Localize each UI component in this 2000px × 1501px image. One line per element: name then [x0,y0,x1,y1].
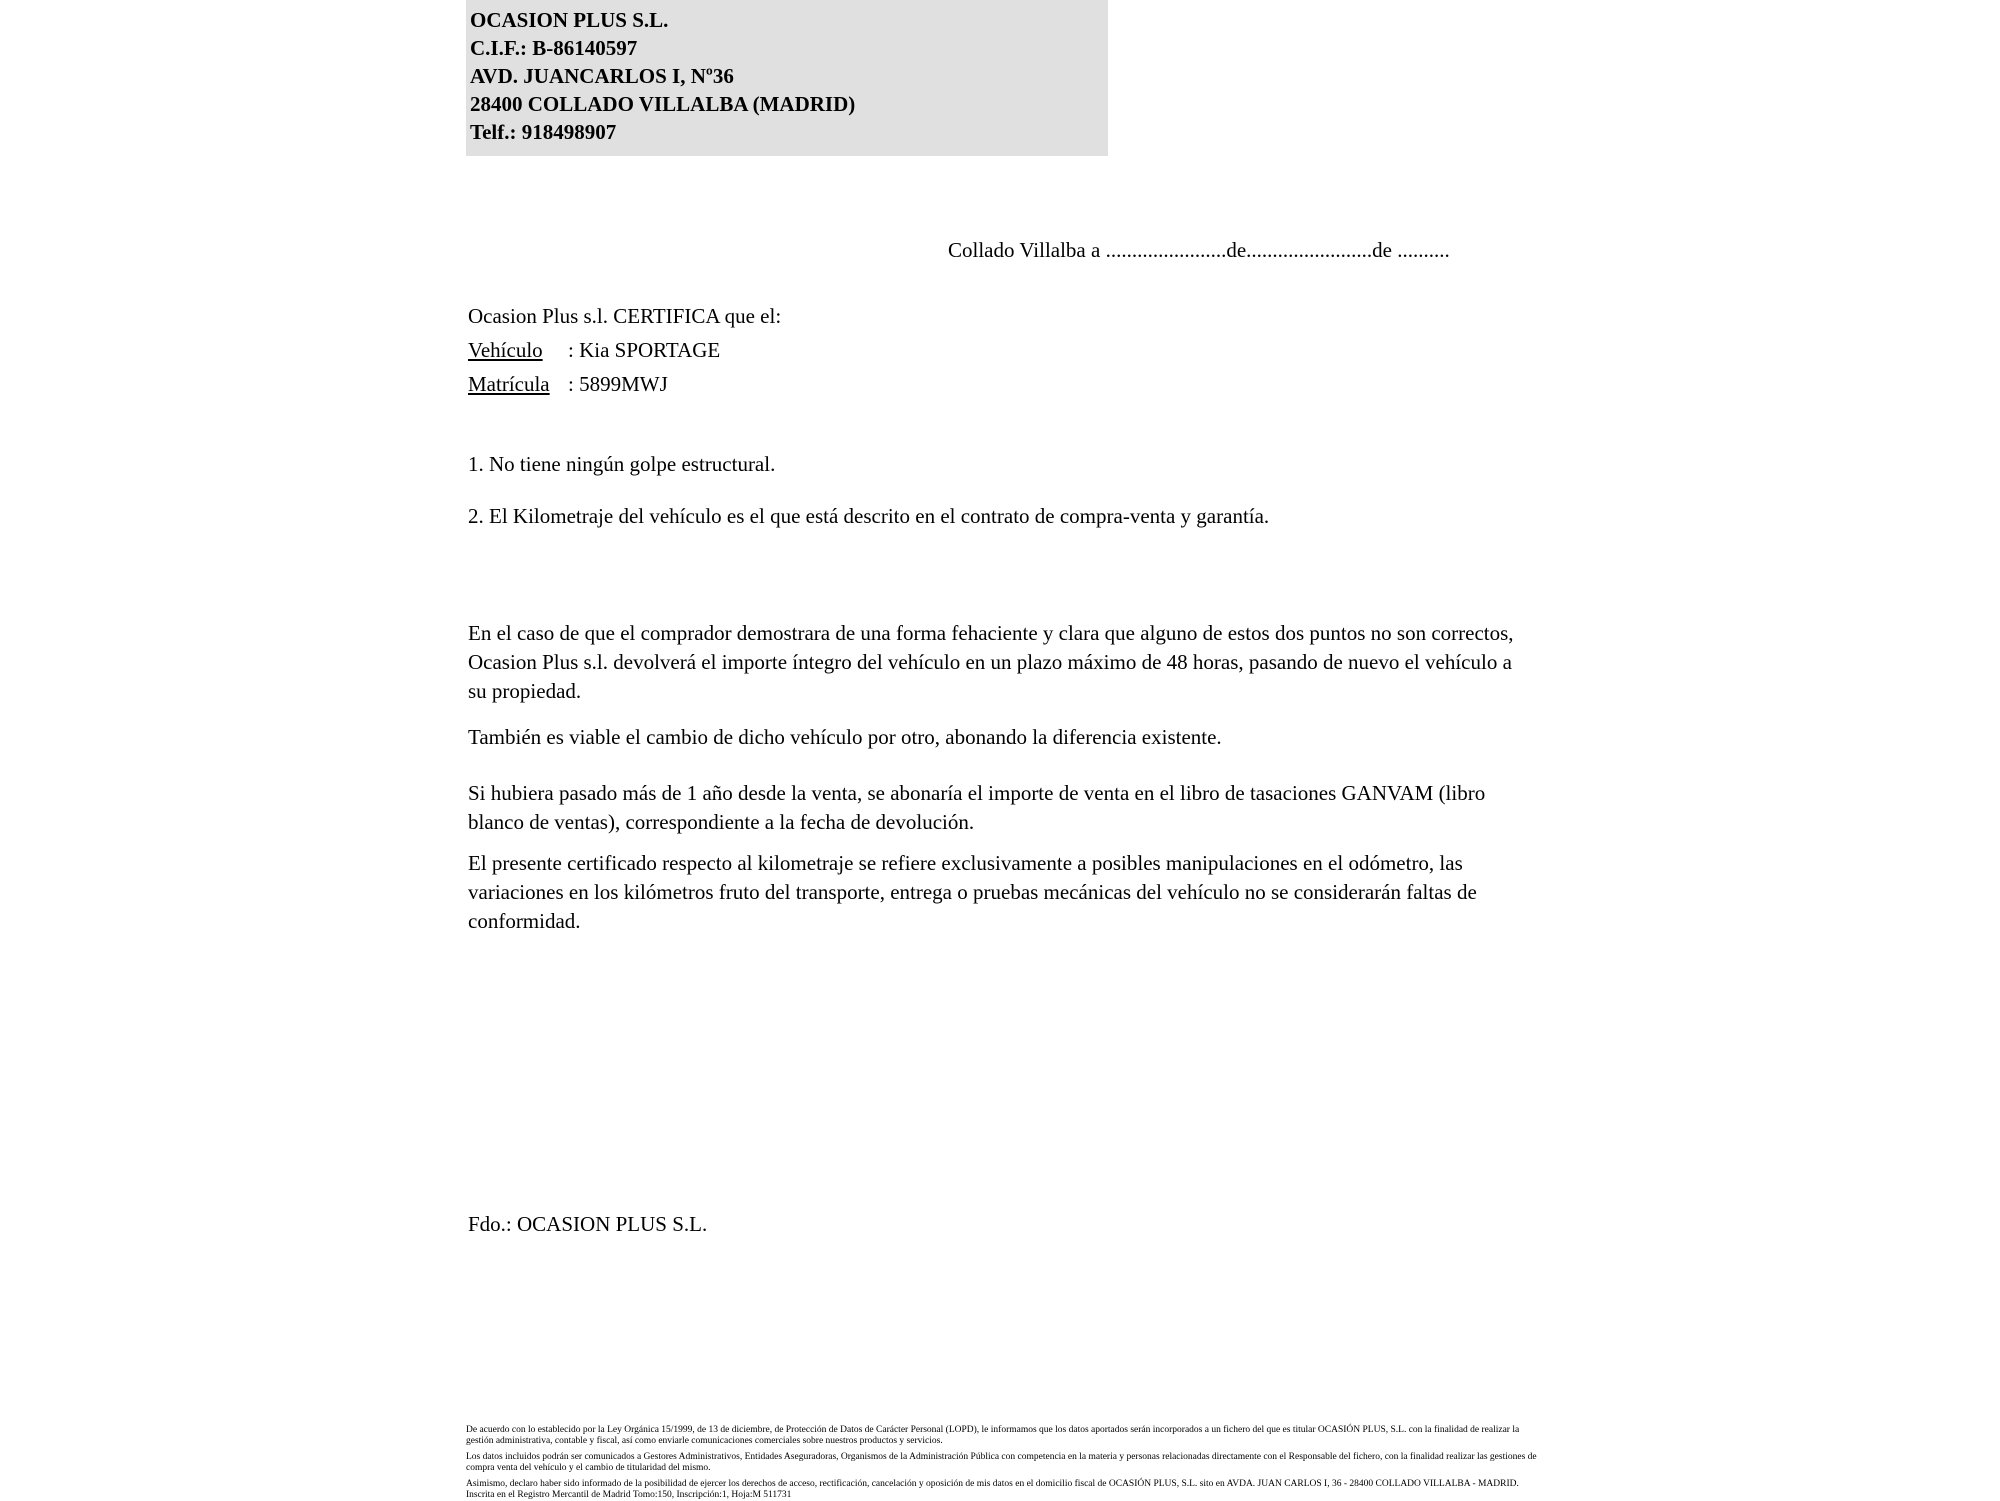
letterhead-phone: Telf.: 918498907 [470,120,617,144]
letterhead-address: AVD. JUANCARLOS I, Nº36 [470,64,734,88]
letterhead-cif: C.I.F.: B-86140597 [470,36,638,60]
vehicle-value: : Kia SPORTAGE [568,338,721,362]
letterhead-block [466,0,1108,156]
certification-point-1: 1. No tiene ningún golpe estructural. [468,452,776,476]
letterhead-city: 28400 COLLADO VILLALBA (MADRID) [470,92,856,116]
legal-paragraph-3: Asimismo, declaro haber sido informado de la posibilidad de ejercer los derechos de acceso, rectificación, cancelación y oposición de mis datos en el domicilio fiscal de OCASIÓN PLUS, S.L. sito en AVDA. JUAN CARLOS I, 36 - 28400 COLLADO VILLALBA - MADRID. Inscrita en el Registro Mercantil de Madrid Tomo:150, Inscripción:1, Hoja:M 511731 [466,1478,1519,1501]
letterhead-company: OCASION PLUS S.L. [470,8,669,32]
vehicle-row [468,333,781,367]
date-line: Collado Villalba a .......................de........................de .......... [948,238,1450,262]
legal-footer [466,1425,1546,1501]
certification-block [468,299,781,401]
certification-intro: Ocasion Plus s.l. CERTIFICA que el: [468,304,782,328]
plate-row [468,367,781,401]
body-paragraph-4: El presente certificado respecto al kilometraje se refiere exclusivamente a posibles manipulaciones en el odómetro, las variaciones en los kilómetros fruto del transporte, entrega o pruebas mecánicas del vehículo no se considerarán faltas de conformidad. [468,851,1477,933]
legal-paragraph-1: De acuerdo con lo establecido por la Ley Orgánica 15/1999, de 13 de diciembre, de Protección de Datos de Carácter Personal (LOPD), le informamos que los datos aportados serán incorporados a un fichero del que es titular OCASIÓN PLUS, S.L. con la finalidad de realizar la gestión administrativa, contable y fiscal, así como enviarle comunicaciones comerciales sobre nuestros productos y servicios. [466,1425,1520,1447]
body-paragraph-2: También es viable el cambio de dicho vehículo por otro, abonando la diferencia existente. [468,725,1222,749]
plate-value: : 5899MWJ [568,372,668,396]
legal-paragraph-2: Los datos incluidos podrán ser comunicados a Gestores Administrativos, Entidades Aseguradoras, Organismos de la Administración Pública con competencia en la materia y personas relacionadas directamente con el Responsable del fichero, con la finalidad realizar las gestiones de compra venta del vehículo y el cambio de titularidad del mismo. [466,1451,1537,1474]
vehicle-label: Vehículo [468,338,543,362]
signature-line: Fdo.: OCASION PLUS S.L. [468,1212,708,1236]
body-paragraph-1: En el caso de que el comprador demostrara de una forma fehaciente y clara que alguno de estos dos puntos no son correctos, Ocasion Plus s.l. devolverá el importe íntegro del vehículo en un plazo máximo de 48 horas, pasando de nuevo el vehículo a su propiedad. [468,621,1514,703]
plate-label: Matrícula [468,372,550,396]
certification-point-2: 2. El Kilometraje del vehículo es el que está descrito en el contrato de compra-venta y garantía. [468,504,1270,528]
body-paragraph-3: Si hubiera pasado más de 1 año desde la venta, se abonaría el importe de venta en el libro de tasaciones GANVAM (libro blanco de ventas), correspondiente a la fecha de devolución. [468,781,1486,834]
